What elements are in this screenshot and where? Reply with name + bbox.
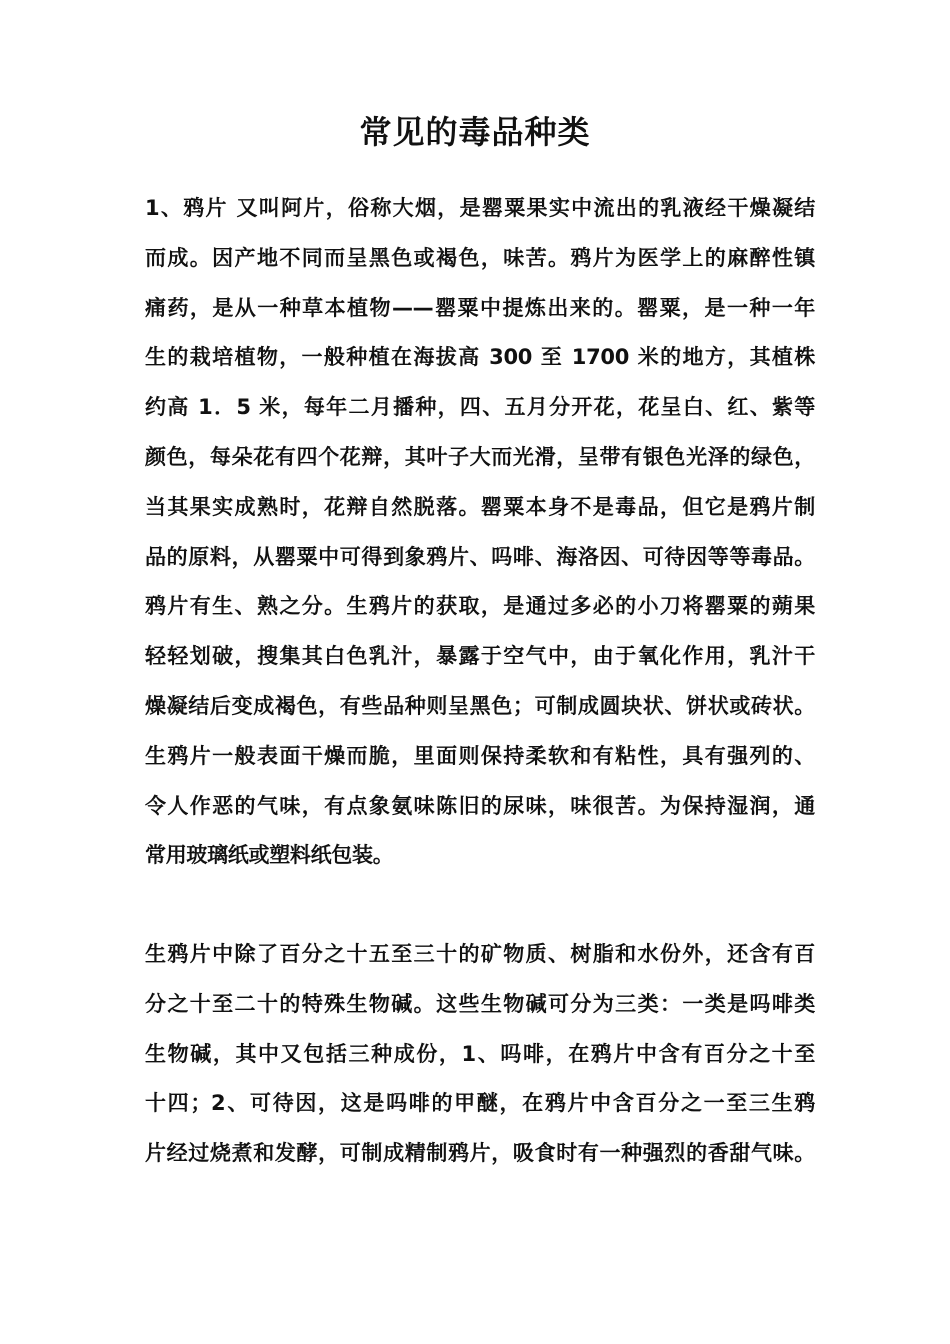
text-line: 轻轻划破，搜集其白色乳汁，暴露于空气中，由于氧化作用，乳汁干 — [145, 644, 815, 669]
text-line: 鸦片有生、熟之分。生鸦片的获取，是通过多必的小刀将罂粟的蒴果 — [145, 594, 815, 619]
text-line: 生鸦片中除了百分之十五至三十的矿物质、树脂和水份外，还含有百 — [145, 942, 815, 966]
text-line: 生鸦片一般表面干燥而脆，里面则保持柔软和有粘性，具有强列的、 — [145, 743, 815, 768]
text-line: 十四；2、可待因，这是吗啡的甲醚，在鸦片中含百分之一至三生鸦 — [145, 1091, 815, 1116]
text-line: 约高 1．5 米，每年二月播种，四、五月分开花，花呈白、红、紫等 — [145, 395, 815, 420]
text-line: 痛药，是从一种草本植物——罂粟中提炼出来的。罂粟，是一种一年 — [145, 295, 815, 320]
text-line: 分之十至二十的特殊生物碱。这些生物碱可分为三类：一类是吗啡类 — [145, 991, 815, 1016]
paragraph-1 — [145, 184, 815, 881]
text-line: 1、鸦片 又叫阿片，俗称大烟，是罂粟果实中流出的乳液经干燥凝结 — [145, 196, 815, 220]
text-line: 颜色，每朵花有四个花辩，其叶子大而光滑，呈带有银色光泽的绿色， — [145, 444, 815, 469]
text-line: 令人作恶的气味，有点象氨味陈旧的尿味，味很苦。为保持湿润，通 — [145, 793, 815, 818]
paragraph-2 — [145, 930, 815, 1179]
text-line: 品的原料，从罂粟中可得到象鸦片、吗啡、海洛因、可待因等等毒品。 — [145, 544, 815, 569]
text-line: 生物碱，其中又包括三种成份，1、吗啡，在鸦片中含有百分之十至 — [145, 1041, 815, 1066]
text-line: 生的栽培植物，一般种植在海拔高 300 至 1700 米的地方，其植株 — [145, 345, 815, 370]
document-title: 常见的毒品种类 — [359, 113, 591, 151]
text-line: 片经过烧煮和发酵，可制成精制鸦片，吸食时有一种强烈的香甜气味。 — [145, 1141, 815, 1166]
text-line: 常用玻璃纸或塑料纸包装。 — [145, 843, 394, 868]
text-line: 燥凝结后变成褐色，有些品种则呈黑色；可制成圆块状、饼状或砖状。 — [145, 693, 815, 718]
text-line: 而成。因产地不同而呈黑色或褐色，味苦。鸦片为医学上的麻醉性镇 — [145, 245, 815, 270]
text-line: 当其果实成熟时，花辩自然脱落。罂粟本身不是毒品，但它是鸦片制 — [145, 494, 815, 519]
